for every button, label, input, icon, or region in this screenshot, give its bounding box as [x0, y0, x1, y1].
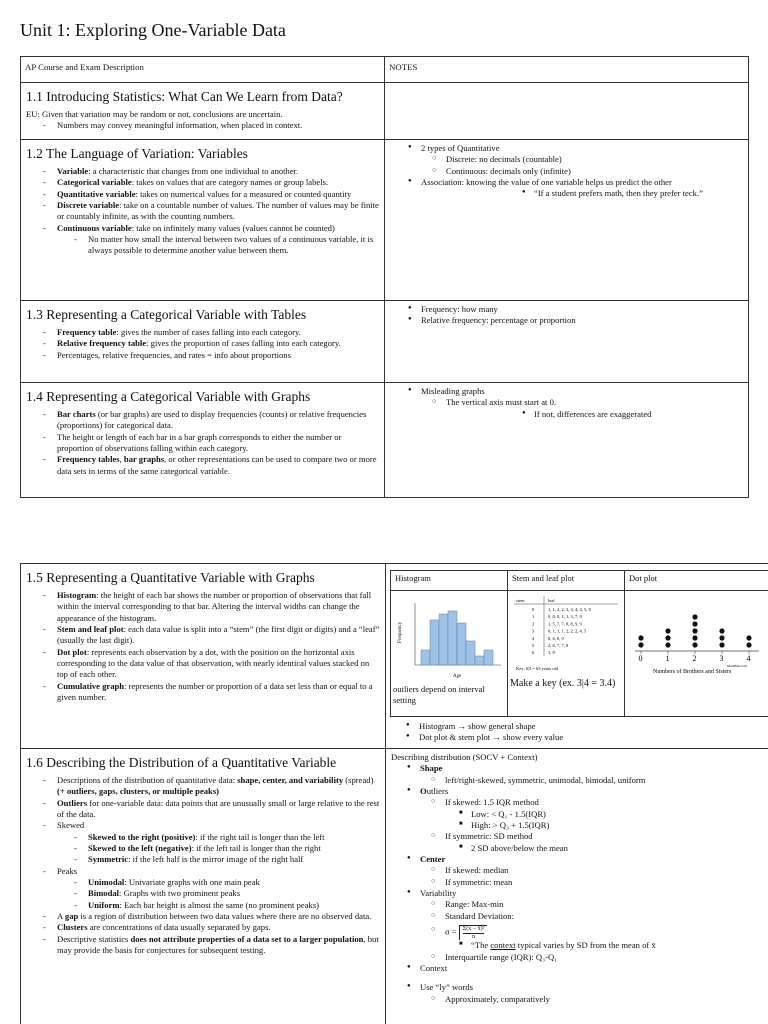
leaf-values: 2, 6, 7, 7, 8 [548, 643, 569, 648]
list-item: - Frequency tables, bar graphs, or other representations can be used to compare two or more data sets in terms of the same categorical variable. [26, 454, 379, 477]
list-item: - Dot plot: represents each observation by a dot, with the position on the horizontal axis corresponding to the data value of that observation, with nearly identical values stacked on top of each other. [26, 647, 380, 681]
stem-value: 2 [532, 621, 535, 627]
list-item: - Descriptions of the distribution of quantitative data: shape, center, and variability (spread) (+ outliers, gaps, clusters, or multiple peaks) [26, 775, 380, 798]
dot-mark [746, 642, 751, 647]
svg-text:MathBits.com: MathBits.com [727, 664, 747, 668]
heading-1-6: 1.6 Describing the Distribution of a Quantitative Variable [26, 755, 337, 770]
list-item: - Variable: a characteristic that changes from one individual to another. [26, 166, 379, 177]
histogram-bar [457, 623, 466, 665]
list-item: - Frequency table: gives the number of cases falling into each category. [26, 327, 379, 338]
dot-tick-label: 4 [746, 654, 751, 663]
dot-tick-label: 1 [665, 654, 670, 663]
dot-plot-chart [627, 593, 767, 673]
list-item: - Discrete variable: take on a countable number of values. The number of values may be finite or countably infinite, as with the counting numbers. [26, 200, 379, 223]
leaf-values: 0, 1, 1, 1, 2, 2, 2, 4, 5 [548, 628, 587, 634]
notes-1-1 [385, 83, 749, 140]
header-right: NOTES [385, 57, 749, 83]
heading-1-3: 1.3 Representing a Categorical Variable with Tables [26, 307, 307, 322]
dot-mark [719, 635, 724, 640]
histogram-bar [439, 614, 448, 665]
list-item: ● Dot plot & stem plot → show every value [388, 732, 768, 743]
dot-tick-label: 3 [719, 654, 724, 663]
svg-text:Key: 6|3 = 63 years old: Key: 6|3 = 63 years old [516, 666, 559, 671]
dot-mark [638, 642, 643, 647]
list-item: ● Outliers ○ If skewed: 1.5 IQR method ■ Low: < Q₁ - 1.5(IQR) ■ High: > Q₃ + 1.5(IQR) ○ If symmetric: SD method ■ 2 SD above/below the mean [389, 786, 768, 854]
dot-mark [638, 635, 643, 640]
histogram-bar [475, 656, 484, 665]
section-1-6 [21, 749, 386, 1024]
dot-mark [665, 628, 670, 633]
list-item: ● Variability ○ Range: Max-min ○ Standard Deviation: ○ σ = $\frac{\text{Σ(x − x̄)²}}{n}$ ■ “The context typical varies by SD from the mean of x̄ ○ Interquartile range (IQR): Q₃-Q₁ [389, 888, 768, 963]
stem-value: 6 [532, 650, 535, 656]
stem-value: 0 [532, 607, 535, 612]
list-item: - The height or length of each bar in a bar graph corresponds to either the number or proportion of observations falling within each category. [26, 432, 379, 455]
histogram-caption: outliers depend on interval setting [393, 684, 485, 705]
notes-1-6 [386, 749, 768, 1024]
dot-mark [692, 635, 697, 640]
dot-mark [746, 635, 751, 640]
notes-1-5 [386, 564, 768, 749]
histogram-bar [466, 641, 475, 665]
heading-1-1: 1.1 Introducing Statistics: What Can We Learn from Data? [26, 89, 343, 104]
list-item: - Outliers for one-variable data: data points that are unusually small or large relative to the rest of the data. [26, 798, 380, 821]
heading-1-2: 1.2 The Language of Variation: Variables [26, 146, 248, 161]
histogram-cell [391, 591, 508, 717]
list-item: ● Association: knowing the value of one variable helps us predict the other ● “If a student prefers math, then they prefer teck.” [390, 177, 743, 200]
list-item: - Histogram: the height of each bar shows the number or proportion of observations that fall within the interval corresponding to that bar. Altering the interval widths can change the appearance of the histogram. [26, 590, 380, 624]
stem-value: 4 [532, 635, 535, 641]
list-item: - Descriptive statistics does not attribute properties of a data set to a larger population, but may provide the basis for conjectures for subsequent testing. [26, 934, 380, 957]
histogram-bar [448, 611, 457, 665]
stem-value: 1 [532, 614, 535, 620]
graph-types-table [390, 570, 768, 717]
list-item: ● 2 types of Quantitative ○ Discrete: no decimals (countable) ○ Continuous: decimals only (infinite) [390, 143, 743, 177]
table-units-1-4 [20, 56, 749, 498]
list-item: - Quantitative variable: takes on numerical values for a measured or counted quantity [26, 189, 379, 200]
leaf-values: 3, 8 [548, 650, 555, 656]
histogram-bar [421, 650, 430, 665]
dot-cell [625, 591, 768, 717]
list-item: - A gap is a region of distribution between two data values where there are no observed data. [26, 911, 380, 922]
list-item: - Relative frequency table: gives the proportion of cases falling into each category. [26, 338, 379, 349]
list-item: - Numbers may convey meaningful information, when placed in context. [26, 120, 379, 131]
list-item: ● Context [389, 963, 768, 974]
heading-1-4: 1.4 Representing a Categorical Variable with Graphs [26, 389, 311, 404]
graph-histogram-title: Histogram [391, 571, 508, 591]
histogram-bar [484, 650, 493, 665]
svg-text:stem: stem [516, 598, 525, 603]
list-item: ● Frequency: how many [390, 304, 743, 315]
list-item: - Continuous variable: take on infinitely many values (values cannot be counted) - No matter how small the interval between two values of a continuous variable, it is always possible to determine another value between them. [26, 223, 379, 257]
leaf-values: 1, 1, 2, 2, 3, 4, 4, 4, 5, 8 [548, 607, 591, 612]
section-1-2 [21, 140, 385, 301]
list-item: - Peaks - Unimodal: Univariate graphs with one main peak - Bimodal: Graphs with two prominent peaks - Uniform: Each bar height is almost the same (no prominent peaks) [26, 866, 380, 911]
dot-mark [692, 628, 697, 633]
list-item: - Categorical variable: takes on values that are category names or group labels. [26, 177, 379, 188]
list-item: - Stem and leaf plot: each data value is split into a “stem” (the first digit or digits) and a “leaf” (usually the last digit). [26, 624, 380, 647]
list-item: - Clusters are concentrations of data usually separated by gaps. [26, 922, 380, 933]
notes-1-4 [385, 383, 749, 498]
list-item: ● Center ○ If skewed: median ○ If symmetric: mean [389, 854, 768, 888]
graph-dot-title: Dot plot [625, 571, 768, 591]
header-left: AP Course and Exam Description [21, 57, 385, 83]
histogram-chart [393, 593, 505, 681]
notes-1-3 [385, 301, 749, 383]
eu-text: EU: Given that variation may be random or not, conclusions are uncertain. [26, 108, 283, 119]
list-item: - No matter how small the interval between two values of a continuous variable, it is always possible to determine another value between them. [57, 234, 379, 257]
list-item: - Bar charts (or bar graphs) are used to display frequencies (counts) or relative frequencies (proportions) for categorical data. [26, 409, 379, 432]
list-item: ● Misleading graphs ○ The vertical axis must start at 0. ● If not, differences are exaggerated [390, 386, 743, 420]
stem-value: 5 [532, 643, 535, 648]
table-units-5-6 [20, 563, 768, 1024]
dot-mark [665, 642, 670, 647]
heading-1-5: 1.5 Representing a Quantitative Variable with Graphs [26, 570, 315, 585]
stem-cell [508, 591, 625, 717]
stem-caption: Make a key (ex. 3|4 = 3.4) [510, 678, 616, 690]
section-1-5 [21, 564, 386, 749]
histogram-xlabel: Age [453, 674, 462, 679]
dot-tick-label: 2 [692, 654, 697, 663]
section-1-4 [21, 383, 385, 498]
dot-mark [719, 642, 724, 647]
dot-mark [692, 614, 697, 619]
leaf-values: 1, 5, 7, 7, 8, 8, 9, 9 [548, 621, 582, 627]
list-item: - Cumulative graph: represents the number or proportion of a data set less than or equal to a given number. [26, 681, 380, 704]
list-item: ● Use “ly” words ○ Approximately, comparatively [389, 982, 768, 1005]
svg-text:Numbers of Brothers and Sister: Numbers of Brothers and Sisters [653, 669, 732, 673]
leaf-values: 0, 0, 0, 1, 1, 3, 7, 9 [548, 614, 582, 620]
notes-1-2 [385, 140, 749, 301]
list-item: - Skewed - Skewed to the right (positive): if the right tail is longer than the left - Skewed to the left (negative): if the left tail is longer than the right - Symmetric: if the left half is the mirror image of the right half [26, 820, 380, 865]
dot-tick-label: 0 [638, 654, 643, 663]
list-item: ● Shape ○ left/right-skewed, symmetric, unimodal, bimodal, uniform [389, 763, 768, 786]
graph-stem-title: Stem and leaf plot [508, 571, 625, 591]
dot-mark [665, 635, 670, 640]
socv-heading: Describing distribution (SOCV + Context) [391, 752, 538, 762]
histogram-ylabel: Frequency [398, 621, 403, 643]
stem-leaf-chart [510, 594, 622, 674]
sigma-label: σ = [445, 926, 457, 937]
list-item: ● Relative frequency: percentage or proportion [390, 315, 743, 326]
list-item: - Percentages, relative frequencies, and rates = info about proportions [26, 350, 379, 361]
svg-text:leaf: leaf [548, 598, 555, 603]
dot-mark [692, 621, 697, 626]
leaf-values: 0, 6, 8, 9 [548, 635, 564, 641]
page-title: Unit 1: Exploring One-Variable Data [20, 20, 286, 40]
list-item: ● Histogram → show general shape [388, 721, 768, 732]
stem-value: 3 [532, 628, 535, 634]
dot-mark [719, 628, 724, 633]
histogram-bar [430, 620, 439, 665]
section-1-3 [21, 301, 385, 383]
section-1-1 [21, 83, 385, 140]
dot-mark [692, 642, 697, 647]
sd-formula: $\frac{\text{Σ(x − x̄)²}}{n}$ [459, 925, 488, 940]
